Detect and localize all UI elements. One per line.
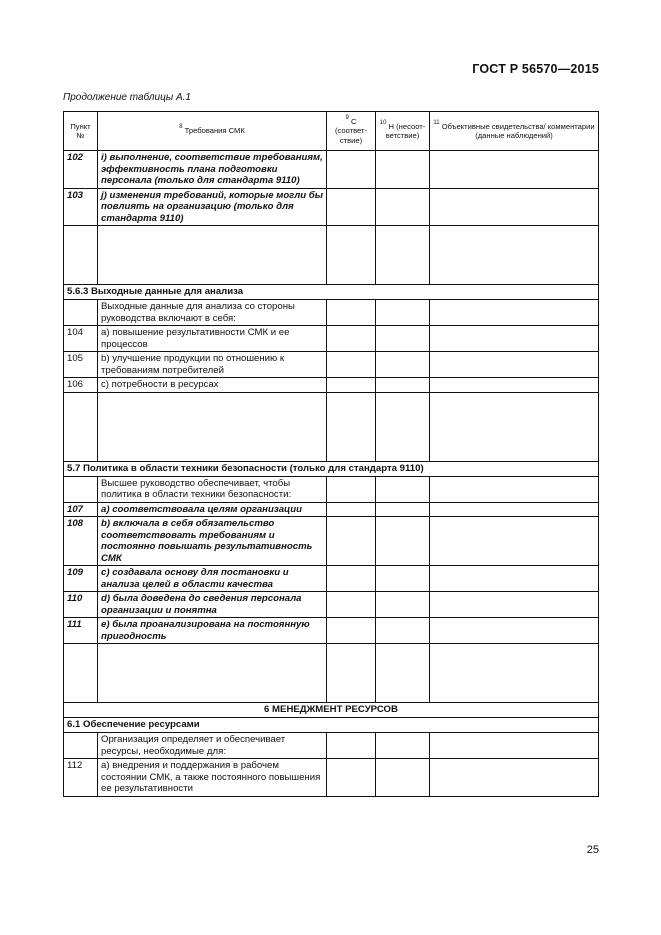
row-requirement: b) улучшение продукции по отношению к требованиям потребителей <box>98 352 327 378</box>
evidence-cell[interactable] <box>430 326 599 352</box>
section-row <box>64 285 599 300</box>
table-row <box>64 378 599 393</box>
col-header-item-number: Пункт № <box>64 112 98 151</box>
conformity-cell[interactable] <box>327 476 376 502</box>
nonconformity-cell[interactable] <box>376 226 430 285</box>
nonconformity-cell[interactable] <box>376 151 430 189</box>
conformity-cell[interactable] <box>327 517 376 566</box>
conformity-cell[interactable] <box>327 618 376 644</box>
col-header-nonconformity: $^{10}$ Н (несоот-ветствие) <box>376 112 430 151</box>
conformity-cell[interactable] <box>327 502 376 517</box>
evidence-cell[interactable] <box>430 644 599 703</box>
row-number: 109 <box>64 566 98 592</box>
nonconformity-cell[interactable] <box>376 352 430 378</box>
section-title: 6.1 Обеспечение ресурсами <box>64 718 599 733</box>
row-number: 111 <box>64 618 98 644</box>
row-requirement: е) была проанализирована на постоянную пригодность <box>98 618 327 644</box>
nonconformity-cell[interactable] <box>376 592 430 618</box>
empty-cell <box>98 644 327 703</box>
evidence-cell[interactable] <box>430 566 599 592</box>
section-row <box>64 461 599 476</box>
nonconformity-cell[interactable] <box>376 759 430 797</box>
conformity-cell[interactable] <box>327 151 376 189</box>
row-number: 105 <box>64 352 98 378</box>
row-number: 110 <box>64 592 98 618</box>
table-row <box>64 759 599 797</box>
evidence-cell[interactable] <box>430 502 599 517</box>
table-caption: Продолжение таблицы А.1 <box>63 92 191 103</box>
evidence-cell[interactable] <box>430 592 599 618</box>
row-requirement: Выходные данные для анализа со стороны руководства включают в себя: <box>98 300 327 326</box>
table-row <box>64 618 599 644</box>
row-number: 112 <box>64 759 98 797</box>
conformity-cell[interactable] <box>327 644 376 703</box>
table-row <box>64 502 599 517</box>
row-number: 102 <box>64 151 98 189</box>
table-row <box>64 517 599 566</box>
nonconformity-cell[interactable] <box>376 517 430 566</box>
nonconformity-cell[interactable] <box>376 566 430 592</box>
row-requirement: а) повышение результативности СМК и ее процессов <box>98 326 327 352</box>
empty-cell <box>64 644 98 703</box>
row-number <box>64 300 98 326</box>
conformity-cell[interactable] <box>327 566 376 592</box>
nonconformity-cell[interactable] <box>376 476 430 502</box>
row-number: 107 <box>64 502 98 517</box>
section-row <box>64 703 599 718</box>
table-header-row <box>64 112 599 151</box>
nonconformity-cell[interactable] <box>376 300 430 326</box>
page-number: 25 <box>586 844 599 856</box>
evidence-cell[interactable] <box>430 618 599 644</box>
conformity-cell[interactable] <box>327 592 376 618</box>
conformity-cell[interactable] <box>327 378 376 393</box>
row-requirement: а) внедрения и поддержания в рабочем состоянии СМК, а также постоянного повышения ее результативности <box>98 759 327 797</box>
row-number: 108 <box>64 517 98 566</box>
evidence-cell[interactable] <box>430 226 599 285</box>
col-header-requirements: $^8$ Требования СМК <box>98 112 327 151</box>
section-title: 5.7 Политика в области техники безопасности (только для стандарта 9110) <box>64 461 599 476</box>
empty-cell <box>98 226 327 285</box>
row-requirement: d) была доведена до сведения персонала организации и понятна <box>98 592 327 618</box>
row-requirement: j) изменения требований, которые могли бы повлиять на организацию (только для стандарта 9110) <box>98 188 327 226</box>
table-row <box>64 566 599 592</box>
table-row <box>64 476 599 502</box>
conformity-cell[interactable] <box>327 759 376 797</box>
conformity-cell[interactable] <box>327 392 376 461</box>
row-number: 103 <box>64 188 98 226</box>
table-row <box>64 733 599 759</box>
nonconformity-cell[interactable] <box>376 378 430 393</box>
nonconformity-cell[interactable] <box>376 326 430 352</box>
row-requirement: Высшее руководство обеспечивает, чтобы политика в области техники безопасности: <box>98 476 327 502</box>
row-number <box>64 733 98 759</box>
evidence-cell[interactable] <box>430 759 599 797</box>
row-number <box>64 476 98 502</box>
evidence-cell[interactable] <box>430 300 599 326</box>
table-row <box>64 300 599 326</box>
row-requirement: а) соответствовала целям организации <box>98 502 327 517</box>
conformity-cell[interactable] <box>327 352 376 378</box>
row-requirement: i) выполнение, соответствие требованиям, эффективность плана подготовки персонала (только для стандарта 9110) <box>98 151 327 189</box>
section-row <box>64 718 599 733</box>
evidence-cell[interactable] <box>430 517 599 566</box>
document-header: ГОСТ Р 56570—2015 <box>472 62 599 76</box>
nonconformity-cell[interactable] <box>376 618 430 644</box>
section-title: 5.6.3 Выходные данные для анализа <box>64 285 599 300</box>
requirements-table <box>63 111 599 797</box>
evidence-cell[interactable] <box>430 476 599 502</box>
conformity-cell[interactable] <box>327 300 376 326</box>
table-row <box>64 326 599 352</box>
conformity-cell[interactable] <box>327 226 376 285</box>
empty-cell <box>64 392 98 461</box>
table-row <box>64 188 599 226</box>
evidence-cell[interactable] <box>430 392 599 461</box>
nonconformity-cell[interactable] <box>376 733 430 759</box>
evidence-cell[interactable] <box>430 378 599 393</box>
row-requirement: b) включала в себя обязательство соответствовать требованиям и постоянно повышать результативность СМК <box>98 517 327 566</box>
row-requirement: с) потребности в ресурсах <box>98 378 327 393</box>
conformity-cell[interactable] <box>327 326 376 352</box>
empty-row <box>64 392 599 461</box>
empty-cell <box>98 392 327 461</box>
conformity-cell[interactable] <box>327 733 376 759</box>
empty-row <box>64 226 599 285</box>
evidence-cell[interactable] <box>430 352 599 378</box>
empty-row <box>64 644 599 703</box>
row-number: 106 <box>64 378 98 393</box>
nonconformity-cell[interactable] <box>376 502 430 517</box>
table-row <box>64 592 599 618</box>
nonconformity-cell[interactable] <box>376 188 430 226</box>
row-requirement: с) создавала основу для постановки и анализа целей в области качества <box>98 566 327 592</box>
row-number: 104 <box>64 326 98 352</box>
nonconformity-cell[interactable] <box>376 392 430 461</box>
table-row <box>64 151 599 189</box>
table-row <box>64 352 599 378</box>
col-header-conformity: $^9$ С (соответ-ствие) <box>327 112 376 151</box>
evidence-cell[interactable] <box>430 733 599 759</box>
evidence-cell[interactable] <box>430 188 599 226</box>
col-header-evidence: $^{11}$ Объективные свидетельства/ комментарии (данные наблюдений) <box>430 112 599 151</box>
empty-cell <box>64 226 98 285</box>
conformity-cell[interactable] <box>327 188 376 226</box>
section-title: 6 МЕНЕДЖМЕНТ РЕСУРСОВ <box>64 703 599 718</box>
nonconformity-cell[interactable] <box>376 644 430 703</box>
evidence-cell[interactable] <box>430 151 599 189</box>
row-requirement: Организация определяет и обеспечивает ресурсы, необходимые для: <box>98 733 327 759</box>
